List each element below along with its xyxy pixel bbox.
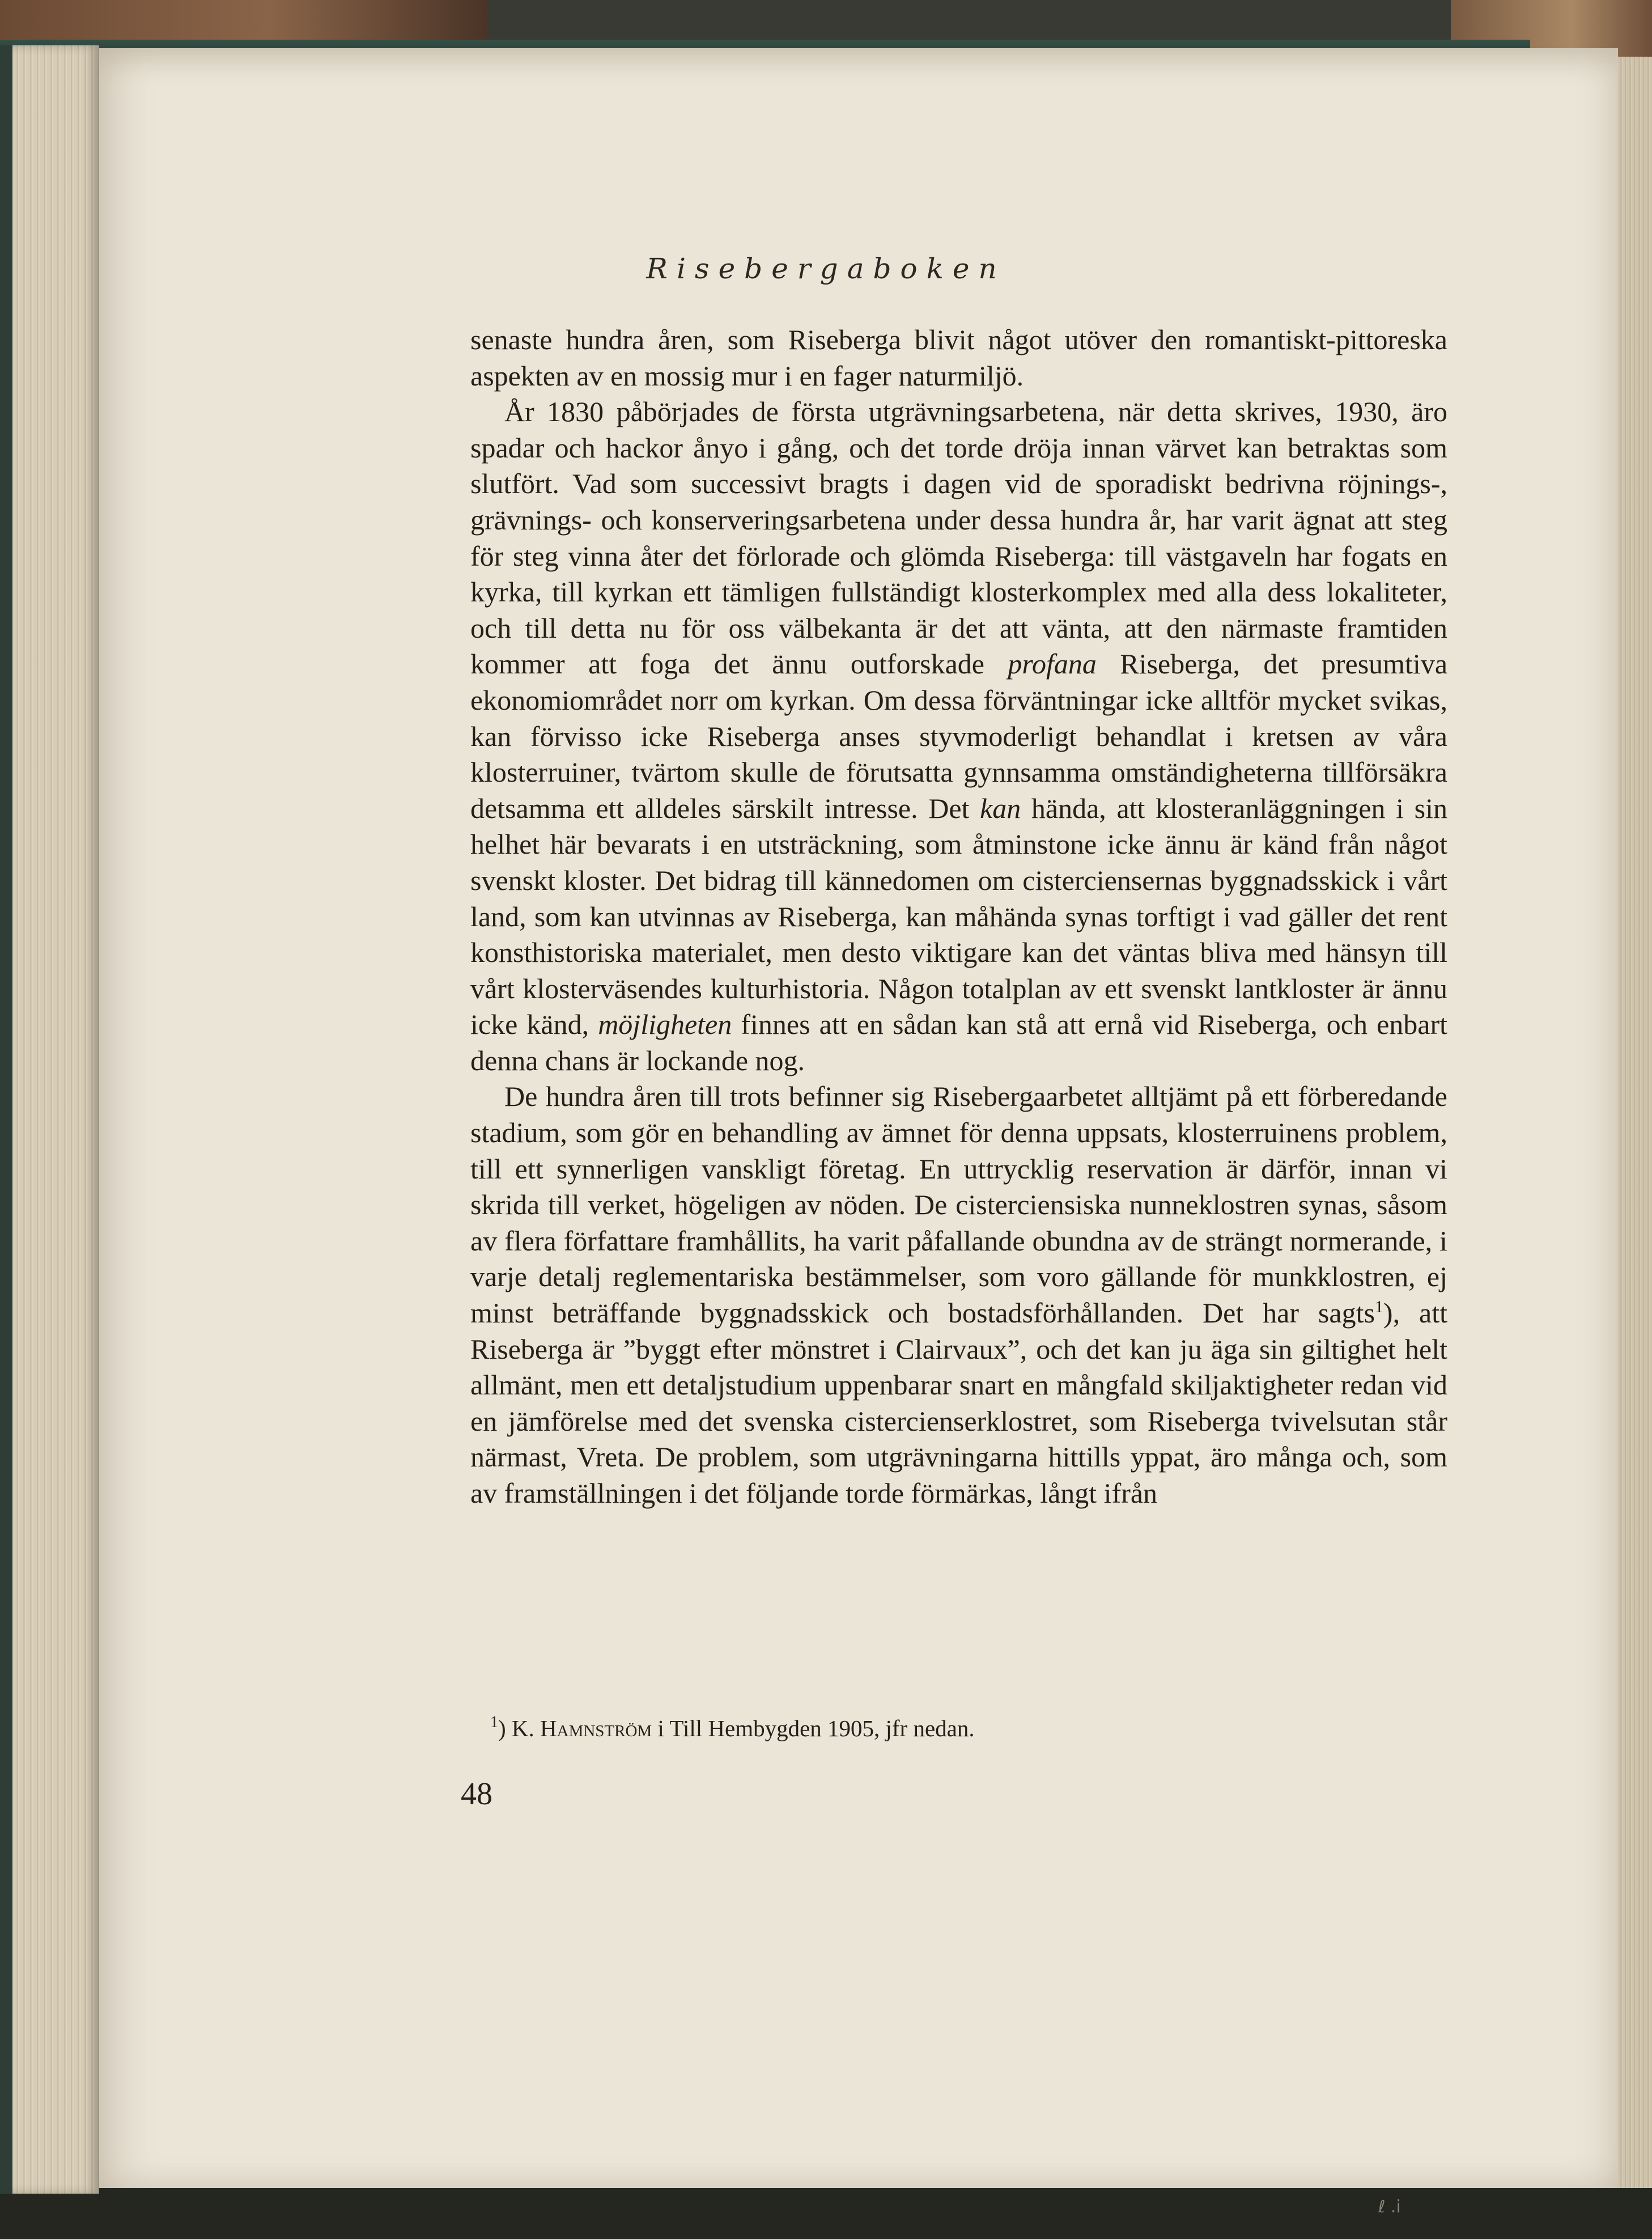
paragraph: senaste hundra åren, som Riseberga blivit något utöver den romantiskt-pittoreska aspekten av en mossig mur i en fager naturmiljö. [470,324,1447,392]
footnote-reference[interactable]: 1 [1374,1297,1383,1317]
page-edges-left [0,45,99,2194]
running-head: Risebergaboken [646,252,1006,285]
paragraph: År 1830 påbörjades de första utgrävningsarbetena, när detta skrives, 1930, äro spadar och hackor ånyo i gång, och det torde dröja innan värvet kan betraktas som slutfört. Vad som successivt bragts i dagen vid de sporadiskt bedrivna röjnings-, grävnings- och konserveringsarbetena under dessa hundra år, har varit ägnat att steg för steg vinna åter det förlorade och glömda Riseberga: till västgaveln har fogats en kyrka, till kyrkan ett tämligen fullständigt klosterkomplex med alla dess lokaliteter, och till detta nu för oss välbekanta är det att vänta, att den närmaste framtiden kommer att foga det ännu outforskade profana Riseberga, det presumtiva ekonomiområdet norr om kyrkan. Om dessa förväntningar icke alltför mycket svikas, kan förvisso icke Riseberga anses styvmoderligt behandlat i kretsen av våra klosterruiner, tvärtom skulle de förutsatta gynnsamma omständigheterna tillförsäkra detsamma ett alldeles särskilt intresse. Det kan hända, att klosteranläggningen i sin helhet här bevarats i en utsträckning, som åtminstone icke ännu är känd från något svenskt kloster. Det bidrag till kännedomen om cisterciensernas byggnadsskick i vårt land, som kan utvinnas av Riseberga, kan måhända synas torftigt i vad gäller det rent konsthistoriska materialet, men desto viktigare kan det väntas bliva med hänsyn till vårt klosterväsendes kulturhistoria. Någon totalplan av ett svenskt lantkloster är ännu icke känd, möjligheten finnes att en sådan kan stå att ernå vid Riseberga, och enbart denna chans är lockande nog. [470,396,1448,1076]
book-cover-edge [0,45,12,2194]
body-text [470,322,1447,1512]
pencil-mark: ℓ .i [1378,2197,1401,2217]
emphasis: profana [1008,648,1097,680]
emphasis: kan [980,792,1021,824]
footnote-mark: 1 [490,1714,498,1731]
emphasis: möjligheten [598,1008,732,1041]
footnote: $^1$) K. Hamnström i Till Hembygden 1905, jfr nedan. [490,1714,975,1741]
page-edges-right [1618,57,1652,2188]
paragraph: De hundra åren till trots befinner sig Risebergaarbetet alltjämt på ett förberedande stadium, som gör en behandling av ämnet för denna uppsats, klosterruinens problem, till ett synnerligen vanskligt företag. En uttrycklig reservation är därför, innan vi skrida till verket, högeligen av nöden. De cisterciensiska nunneklostren synas, såsom av flera författare framhållits, ha varit påfallande obundna av de strängt normerande, i varje detalj reglementariska bestämmelser, som voro gällande för munkklostren, ej minst beträffande byggnadsskick och bostadsförhållanden. Det har sagts$^1$), att Riseberga är ”byggt efter mönstret i Clairvaux”, och det kan ju äga sin giltighet helt allmänt, men ett detaljstudium uppenbarar snart en mångfald skiljaktigheter redan vid en jämförelse med det svenska cistercienserklostret, som Riseberga tvivelsutan står närmast, Vreta. De problem, som utgrävningarna hittills yppat, äro många och, som av framställningen i det följande torde förmärkas, långt ifrån [470,1080,1447,1509]
page-number: 48 [461,1776,492,1812]
footnote-author: K. Hamnström [511,1715,652,1741]
